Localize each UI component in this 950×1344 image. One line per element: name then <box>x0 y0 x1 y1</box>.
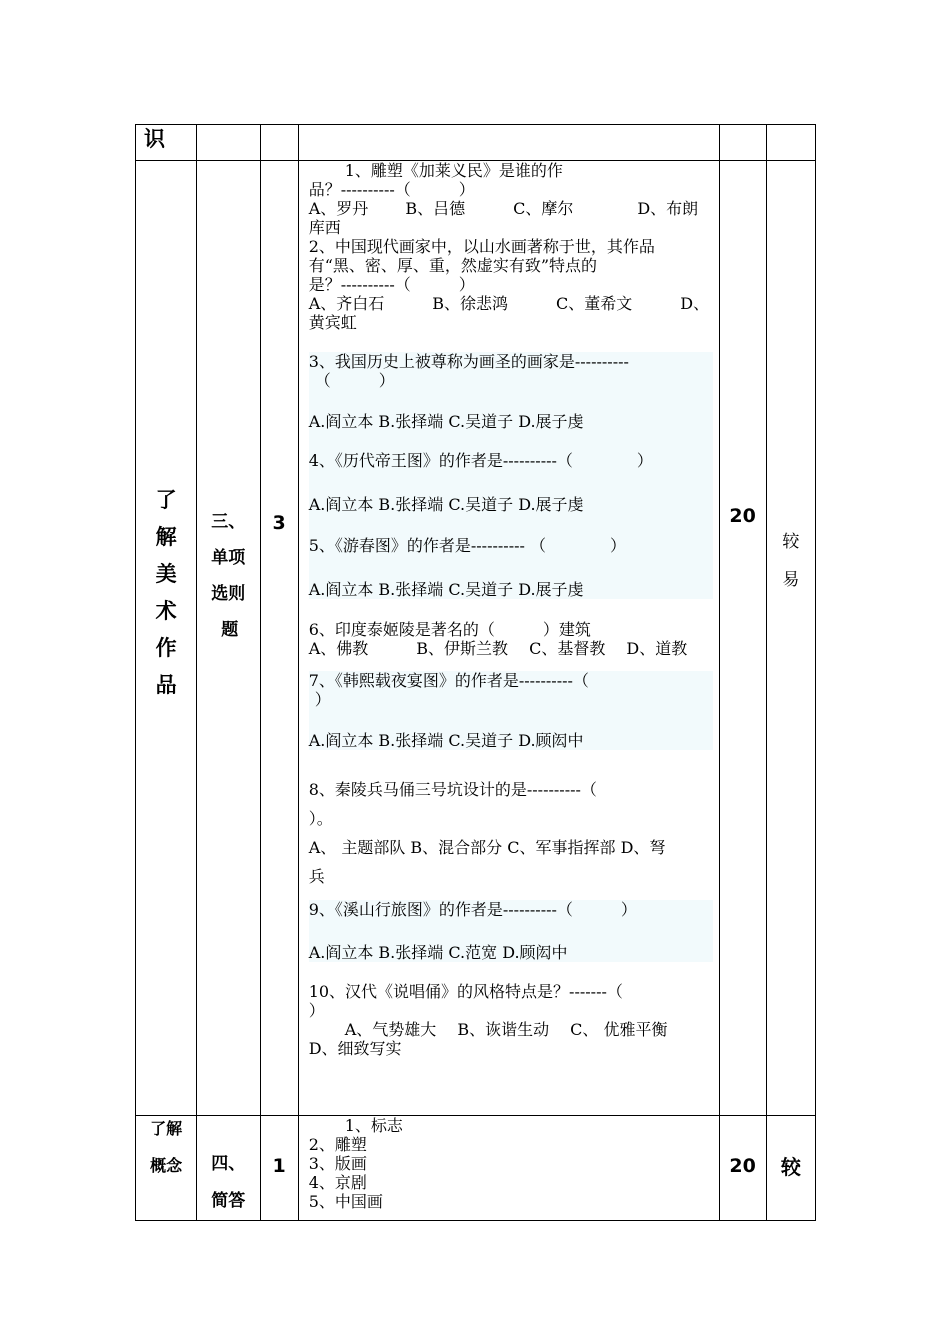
question-text: 有“黑、密、厚、重，然虚实有致”特点的 <box>308 256 598 275</box>
table-row-top <box>136 125 816 161</box>
question-count: 3 <box>272 512 286 534</box>
topic-char: 作 <box>155 636 177 660</box>
question-type-line: 简答 <box>211 1191 246 1211</box>
topic-char: 术 <box>155 599 177 623</box>
question-text: ） <box>308 1001 325 1020</box>
cell-score-bottom <box>719 1116 766 1221</box>
question-text: （ ） <box>314 371 395 390</box>
list-item: 3、版画 <box>308 1154 367 1173</box>
question-text: 8、秦陵兵马俑三号坑设计的是----------（ <box>308 780 597 799</box>
question-text: 1、雕塑《加莱义民》是谁的作 <box>344 161 563 180</box>
list-item: 1、标志 <box>344 1116 403 1135</box>
question-block-highlight <box>309 352 713 599</box>
cell-items-bottom <box>298 1116 719 1221</box>
cell-topic <box>136 161 197 1116</box>
question-options: A、罗丹 B、吕德 C、摩尔 D、布朗 <box>308 199 699 218</box>
cell-questions <box>298 161 719 1116</box>
topic-vertical-text <box>136 116 196 1070</box>
question-text: 是？----------（ ） <box>308 275 475 294</box>
question-options: 库西 <box>308 218 341 237</box>
empty-cell <box>298 125 719 161</box>
empty-cell <box>766 125 815 161</box>
question-options: A.阎立本 B.张择端 C.吴道子 D.展子虔 <box>308 580 584 599</box>
question-text: ） <box>314 690 331 709</box>
topic-bottom-label <box>136 1110 196 1184</box>
question-block-highlight <box>309 671 713 750</box>
question-list <box>299 161 719 1058</box>
difficulty-line: 易 <box>782 570 800 590</box>
topic-tail-text: 识 <box>144 127 165 151</box>
question-options: A.阎立本 B.张择端 C.吴道子 D.展子虔 <box>308 412 584 431</box>
score-value: 20 <box>729 505 756 527</box>
cell-question-type <box>197 161 260 1116</box>
difficulty-line: 较 <box>782 532 800 552</box>
question-options: A、佛教 B、伊斯兰教 C、基督教 D、道教 <box>308 639 688 658</box>
question-count: 1 <box>272 1154 286 1177</box>
question-options: A.阎立本 B.张择端 C.吴道子 D.顾闳中 <box>308 731 584 750</box>
empty-cell <box>197 125 260 161</box>
question-type-line: 题 <box>221 619 239 640</box>
list-item: 2、雕塑 <box>308 1135 367 1154</box>
question-text: 6、印度泰姬陵是著名的（ ）建筑 <box>308 620 591 639</box>
difficulty-label <box>767 523 815 599</box>
question-text: 7、《韩熙载夜宴图》的作者是----------（ <box>308 671 589 690</box>
topic-char: 品 <box>155 673 177 697</box>
answer-item-list <box>299 1116 719 1211</box>
cell-question-type-bottom <box>197 1116 260 1221</box>
question-text: ）。 <box>308 809 333 828</box>
question-text: 10、汉代《说唱俑》的风格特点是？-------（ <box>308 982 623 1001</box>
question-type-label <box>197 504 259 648</box>
question-text: 9、《溪山行旅图》的作者是----------（ ） <box>308 900 637 919</box>
question-text: 3、我国历史上被尊称为画圣的画家是---------- <box>308 352 629 371</box>
question-options: A、 主题部队 B、混合部分 C、军事指挥部 D、弩 <box>308 838 666 857</box>
question-block-highlight <box>309 900 713 962</box>
cell-difficulty-bottom <box>766 1116 815 1221</box>
question-options: A、齐白石 B、徐悲鸿 C、董希文 D、 <box>308 294 710 313</box>
question-text: 2、中国现代画家中，以山水画著称于世，其作品 <box>308 237 655 256</box>
question-options: A、气势雄大 B、诙谐生动 C、 优雅平衡 <box>344 1020 668 1039</box>
cell-score <box>719 161 766 1116</box>
topic-char: 美 <box>155 562 177 586</box>
topic-bottom-line: 概念 <box>150 1156 183 1175</box>
score-value: 20 <box>729 1154 756 1177</box>
list-item: 5、中国画 <box>308 1192 383 1211</box>
question-options: D、细致写实 <box>308 1039 402 1058</box>
question-text: 品？----------（ ） <box>308 180 475 199</box>
cell-topic-bottom <box>136 1116 197 1221</box>
question-options: 兵 <box>308 867 325 886</box>
question-text: 4、《历代帝王图》的作者是----------（ ） <box>308 451 653 470</box>
question-type-bottom-label <box>197 1146 259 1220</box>
question-type-line: 四、 <box>211 1154 246 1174</box>
cell-count-bottom <box>260 1116 298 1221</box>
empty-cell <box>719 125 766 161</box>
empty-cell <box>260 125 298 161</box>
cell-difficulty <box>766 161 815 1116</box>
exam-spec-table <box>135 124 816 1221</box>
question-options: A.阎立本 B.张择端 C.范宽 D.顾闳中 <box>308 943 568 962</box>
topic-bottom-line: 了解 <box>150 1119 183 1138</box>
topic-char: 解 <box>155 525 177 549</box>
question-type-line: 单项 <box>211 547 246 568</box>
question-type-line: 三、 <box>211 511 246 532</box>
list-item: 4、京剧 <box>308 1173 367 1192</box>
topic-char: 了 <box>155 488 177 512</box>
question-options: 黄宾虹 <box>308 313 357 332</box>
question-text: 5、《游春图》的作者是---------- （ ） <box>308 536 627 555</box>
question-type-line: 选则 <box>211 583 246 604</box>
table-row-main <box>136 161 816 1116</box>
question-options: A.阎立本 B.张择端 C.吴道子 D.展子虔 <box>308 495 584 514</box>
difficulty-label: 较 <box>780 1155 801 1179</box>
table-row-bottom <box>136 1116 816 1221</box>
cell-count <box>260 161 298 1116</box>
